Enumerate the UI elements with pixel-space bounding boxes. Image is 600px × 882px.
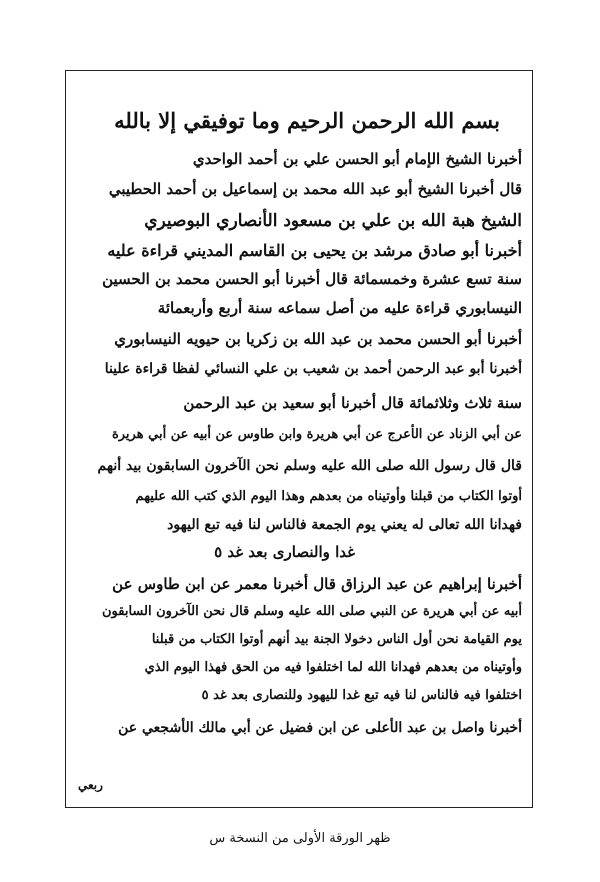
manuscript-line: فهدانا الله تعالى له يعني يوم الجمعة فالناس لنا فيه تبع اليهود bbox=[167, 517, 522, 533]
manuscript-line: أخبرنا أبو صادق مرشد بن يحيى بن القاسم المديني قراءة عليه bbox=[107, 241, 522, 260]
manuscript-line: الشيخ هبة الله بن علي بن مسعود الأنصاري البوصيري bbox=[144, 211, 522, 231]
manuscript-line: وأوتيناه من بعدهم فهدانا الله لما اختلفوا فيه من الحق فهذا اليوم الذي bbox=[144, 660, 522, 675]
manuscript-line: سنة ثلاث وثلاثمائة قال أخبرنا أبو سعيد بن عبد الرحمن bbox=[183, 394, 522, 412]
manuscript-line: سنة تسع عشرة وخمسمائة قال أخبرنا أبو الحسن محمد بن الحسين bbox=[102, 270, 522, 288]
page-caption: ظهر الورقة الأولى من النسخة س bbox=[209, 831, 391, 846]
manuscript-line: اختلفوا فيه فالناس لنا فيه تبع غدا لليهود وللنصارى بعد غد ٥ bbox=[201, 688, 522, 703]
manuscript-line: قال أخبرنا الشيخ أبو عبد الله محمد بن إسماعيل بن أحمد الحطيبي bbox=[108, 180, 522, 198]
manuscript-line: غدا والنصارى بعد غد ٥ bbox=[214, 543, 355, 561]
manuscript-line: أخبرنا أبو عبد الرحمن أحمد بن شعيب بن علي النسائي لفظا قراءة علينا bbox=[104, 361, 522, 377]
manuscript-line: أخبرنا أبو الحسن محمد بن عبد الله بن زكريا بن حيويه النيسابوري bbox=[114, 330, 522, 348]
manuscript-line: أخبرنا إبراهيم عن عبد الرزاق قال أخبرنا معمر عن ابن طاوس عن bbox=[112, 575, 522, 593]
manuscript-line: أوتوا الكتاب من قبلنا وأوتيناه من بعدهم وهذا اليوم الذي كتب الله عليهم bbox=[135, 489, 522, 504]
manuscript-line: أخبرنا الشيخ الإمام أبو الحسن علي بن أحمد الواحدي bbox=[192, 150, 522, 168]
catchword: ربعي bbox=[78, 778, 103, 792]
manuscript-line: أبيه عن أبي هريرة عن النبي صلى الله عليه وسلم قال نحن الآخرون السابقون bbox=[102, 604, 522, 619]
manuscript-line: النيسابوري قراءة عليه من أصل سماعه سنة أربع وأربعمائة bbox=[157, 299, 522, 317]
manuscript-line: قال قال رسول الله صلى الله عليه وسلم نحن الآخرون السابقون بيد أنهم bbox=[97, 458, 522, 474]
manuscript-line: أخبرنا واصل بن عبد الأعلى عن ابن فضيل عن أبي مالك الأشجعي عن bbox=[118, 720, 522, 736]
manuscript-heading: بسم الله الرحمن الرحيم وما توفيقي إلا بالله bbox=[114, 108, 500, 133]
manuscript-line: يوم القيامة نحن أول الناس دخولا الجنة بيد أنهم أوتوا الكتاب من قبلنا bbox=[151, 632, 522, 647]
manuscript-line: عن أبي الزناد عن الأعرج عن أبي هريرة وابن طاوس عن أبيه عن أبي هريرة bbox=[111, 427, 522, 442]
